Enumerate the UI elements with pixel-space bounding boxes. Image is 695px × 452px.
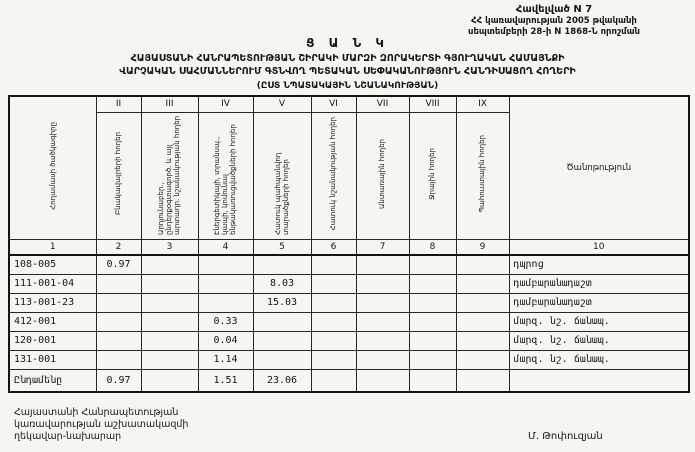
column-number: 2 bbox=[96, 239, 141, 255]
table-row bbox=[9, 293, 689, 312]
value-cell: 0.97 bbox=[96, 255, 141, 274]
value-cell bbox=[456, 350, 509, 369]
signatory-title-line-1: Հայաստանի Հանրապետության bbox=[14, 407, 179, 418]
value-cell: 8.03 bbox=[253, 274, 311, 293]
signatory-title-line-3: ղեկավար-նախարար bbox=[14, 431, 122, 442]
value-cell bbox=[141, 369, 198, 392]
roman-numeral: IX bbox=[456, 96, 509, 112]
value-cell bbox=[96, 293, 141, 312]
column-header-label: Էներգետիկայի, տրանսպ., կապի, կոմունալ ենթակառուցվածքների հողեր bbox=[213, 123, 238, 235]
value-cell bbox=[311, 255, 356, 274]
note-cell: մարզ. նշ. ճանապ. bbox=[509, 331, 689, 350]
subtitle-line-3: (ԸՍՏ ՆՊԱՏԱԿԱՅԻՆ ՆՇԱՆԱԿՈՒԹՅԱՆ) bbox=[256, 81, 439, 91]
decree-line-1: ՀՀ կառավարության 2005 թվականի bbox=[471, 16, 637, 26]
column-header-cell bbox=[456, 112, 509, 239]
state-lands-table bbox=[8, 95, 690, 393]
value-cell bbox=[141, 350, 198, 369]
value-cell bbox=[96, 274, 141, 293]
value-cell bbox=[456, 369, 509, 392]
value-cell bbox=[141, 312, 198, 331]
value-cell bbox=[253, 312, 311, 331]
page-title: Ց Ա Ն Կ bbox=[306, 36, 389, 50]
signatory-title-block bbox=[14, 407, 188, 443]
roman-numeral: V bbox=[253, 96, 311, 112]
value-cell bbox=[409, 255, 456, 274]
column-number: 10 bbox=[509, 239, 689, 255]
code-cell: Ընդամենը bbox=[9, 369, 96, 392]
value-cell bbox=[198, 255, 253, 274]
value-cell bbox=[96, 331, 141, 350]
value-cell bbox=[356, 255, 409, 274]
value-cell bbox=[456, 331, 509, 350]
table-row bbox=[9, 274, 689, 293]
value-cell bbox=[356, 274, 409, 293]
table-body bbox=[9, 255, 689, 392]
roman-numeral: VI bbox=[311, 96, 356, 112]
roman-numeral: IV bbox=[198, 96, 253, 112]
value-cell bbox=[311, 312, 356, 331]
value-cell bbox=[356, 293, 409, 312]
value-cell bbox=[311, 331, 356, 350]
code-cell: 111-001-04 bbox=[9, 274, 96, 293]
value-cell bbox=[409, 350, 456, 369]
value-cell bbox=[409, 274, 456, 293]
value-cell bbox=[96, 312, 141, 331]
value-cell bbox=[456, 255, 509, 274]
column-header-label: Արդյունաբեր., ընդերքօգտագործ. և այլ արտադր. նշանակության հողեր bbox=[157, 115, 182, 235]
value-cell bbox=[409, 369, 456, 392]
value-cell bbox=[96, 350, 141, 369]
roman-numeral: II bbox=[96, 96, 141, 112]
column-number: 4 bbox=[198, 239, 253, 255]
column-number: 5 bbox=[253, 239, 311, 255]
value-cell bbox=[456, 312, 509, 331]
value-cell bbox=[311, 274, 356, 293]
decree-line-2: սեպտեմբերի 28-ի N 1868-Ն որոշման bbox=[467, 27, 641, 37]
code-cell: 120-001 bbox=[9, 331, 96, 350]
note-cell: մարզ. նշ. ճանապ. bbox=[509, 350, 689, 369]
column-header-cell bbox=[356, 112, 409, 239]
value-cell: 0.97 bbox=[96, 369, 141, 392]
value-cell bbox=[409, 293, 456, 312]
code-cell: 412-001 bbox=[9, 312, 96, 331]
column-header-label: Անտառային հողեր bbox=[378, 138, 387, 209]
note-cell: մարզ. նշ. ճանապ. bbox=[509, 312, 689, 331]
column-header-code-label: Հողամասի ծածկագիրը bbox=[48, 122, 57, 211]
note-cell: դամբարանադաշտ bbox=[509, 274, 689, 293]
value-cell bbox=[456, 293, 509, 312]
column-header-label: Բնակավայրերի հողեր bbox=[114, 132, 123, 215]
column-number: 8 bbox=[409, 239, 456, 255]
table-row bbox=[9, 369, 689, 392]
column-header-note bbox=[509, 96, 689, 239]
table-row bbox=[9, 312, 689, 331]
value-cell bbox=[141, 255, 198, 274]
value-cell bbox=[356, 331, 409, 350]
column-number: 6 bbox=[311, 239, 356, 255]
value-cell bbox=[198, 293, 253, 312]
signatory-name: Մ. Թոփուզյան bbox=[528, 431, 603, 442]
value-cell bbox=[356, 312, 409, 331]
value-cell: 1.51 bbox=[198, 369, 253, 392]
value-cell bbox=[456, 274, 509, 293]
code-cell: 113-001-23 bbox=[9, 293, 96, 312]
table-row bbox=[9, 255, 689, 274]
subtitle-line-1: ՀԱՅԱՍՏԱՆԻ ՀԱՆՐԱՊԵՏՈՒԹՅԱՆ ՇԻՐԱԿԻ ՄԱՐԶԻ ԶՈՐԱԿԵՐՏԻ ԳՅՈՒՂԱԿԱՆ ՀԱՄԱՅՆՔԻ bbox=[130, 53, 565, 64]
column-header-cell bbox=[198, 112, 253, 239]
value-cell: 0.33 bbox=[198, 312, 253, 331]
value-cell bbox=[311, 293, 356, 312]
value-cell bbox=[198, 274, 253, 293]
value-cell bbox=[311, 369, 356, 392]
column-header-code bbox=[9, 96, 96, 239]
appendix-title: Հավելված N 7 bbox=[515, 4, 593, 15]
signatory-title-line-2: կառավարության աշխատակազմի bbox=[14, 419, 189, 430]
column-header-cell bbox=[141, 112, 198, 239]
subtitle-line-2: ՎԱՐՉԱԿԱՆ ՍԱՀՄԱՆՆԵՐՈՒՄ ԳՏՆՎՈՂ ՊԵՏԱԿԱՆ ՍԵՓԱԿԱՆՈՒԹՅՈՒՆ ՀԱՆԴԻՍԱՑՈՂ ՀՈՂԵՐԻ bbox=[119, 66, 576, 77]
value-cell: 23.06 bbox=[253, 369, 311, 392]
value-cell bbox=[311, 350, 356, 369]
value-cell bbox=[409, 331, 456, 350]
column-number-row bbox=[9, 239, 689, 255]
value-cell bbox=[141, 274, 198, 293]
column-header-cell bbox=[96, 112, 141, 239]
table-row bbox=[9, 350, 689, 369]
note-cell: դպրոց bbox=[509, 255, 689, 274]
column-header-note-label: Ծանոթություն bbox=[566, 162, 632, 173]
note-cell: դամբարանադաշտ bbox=[509, 293, 689, 312]
column-header-label: Հատուկ նշանակության հողեր bbox=[329, 116, 338, 231]
roman-numeral: III bbox=[141, 96, 198, 112]
value-cell: 15.03 bbox=[253, 293, 311, 312]
value-cell bbox=[253, 331, 311, 350]
value-cell bbox=[141, 293, 198, 312]
column-header-cell bbox=[253, 112, 311, 239]
value-cell: 0.04 bbox=[198, 331, 253, 350]
column-number: 7 bbox=[356, 239, 409, 255]
code-cell: 131-001 bbox=[9, 350, 96, 369]
column-number: 9 bbox=[456, 239, 509, 255]
table-row bbox=[9, 331, 689, 350]
column-number: 3 bbox=[141, 239, 198, 255]
roman-numeral: VII bbox=[356, 96, 409, 112]
note-cell bbox=[509, 369, 689, 392]
roman-numeral-row bbox=[9, 96, 689, 112]
value-cell bbox=[141, 331, 198, 350]
value-cell bbox=[356, 350, 409, 369]
column-header-cell bbox=[409, 112, 456, 239]
column-header-cell bbox=[311, 112, 356, 239]
column-header-label: Հատուկ պահպանվող տարածքների հողեր bbox=[273, 152, 290, 235]
value-cell bbox=[253, 350, 311, 369]
value-cell bbox=[253, 255, 311, 274]
value-cell bbox=[356, 369, 409, 392]
column-header-label: Ջրային հողեր bbox=[428, 147, 437, 200]
column-header-label: Պահուստային հողեր bbox=[478, 134, 487, 213]
roman-numeral: VIII bbox=[409, 96, 456, 112]
appendix-block bbox=[446, 4, 662, 38]
value-cell bbox=[409, 312, 456, 331]
document-subtitle bbox=[0, 52, 695, 93]
code-cell: 108-005 bbox=[9, 255, 96, 274]
value-cell: 1.14 bbox=[198, 350, 253, 369]
column-number: 1 bbox=[9, 239, 96, 255]
